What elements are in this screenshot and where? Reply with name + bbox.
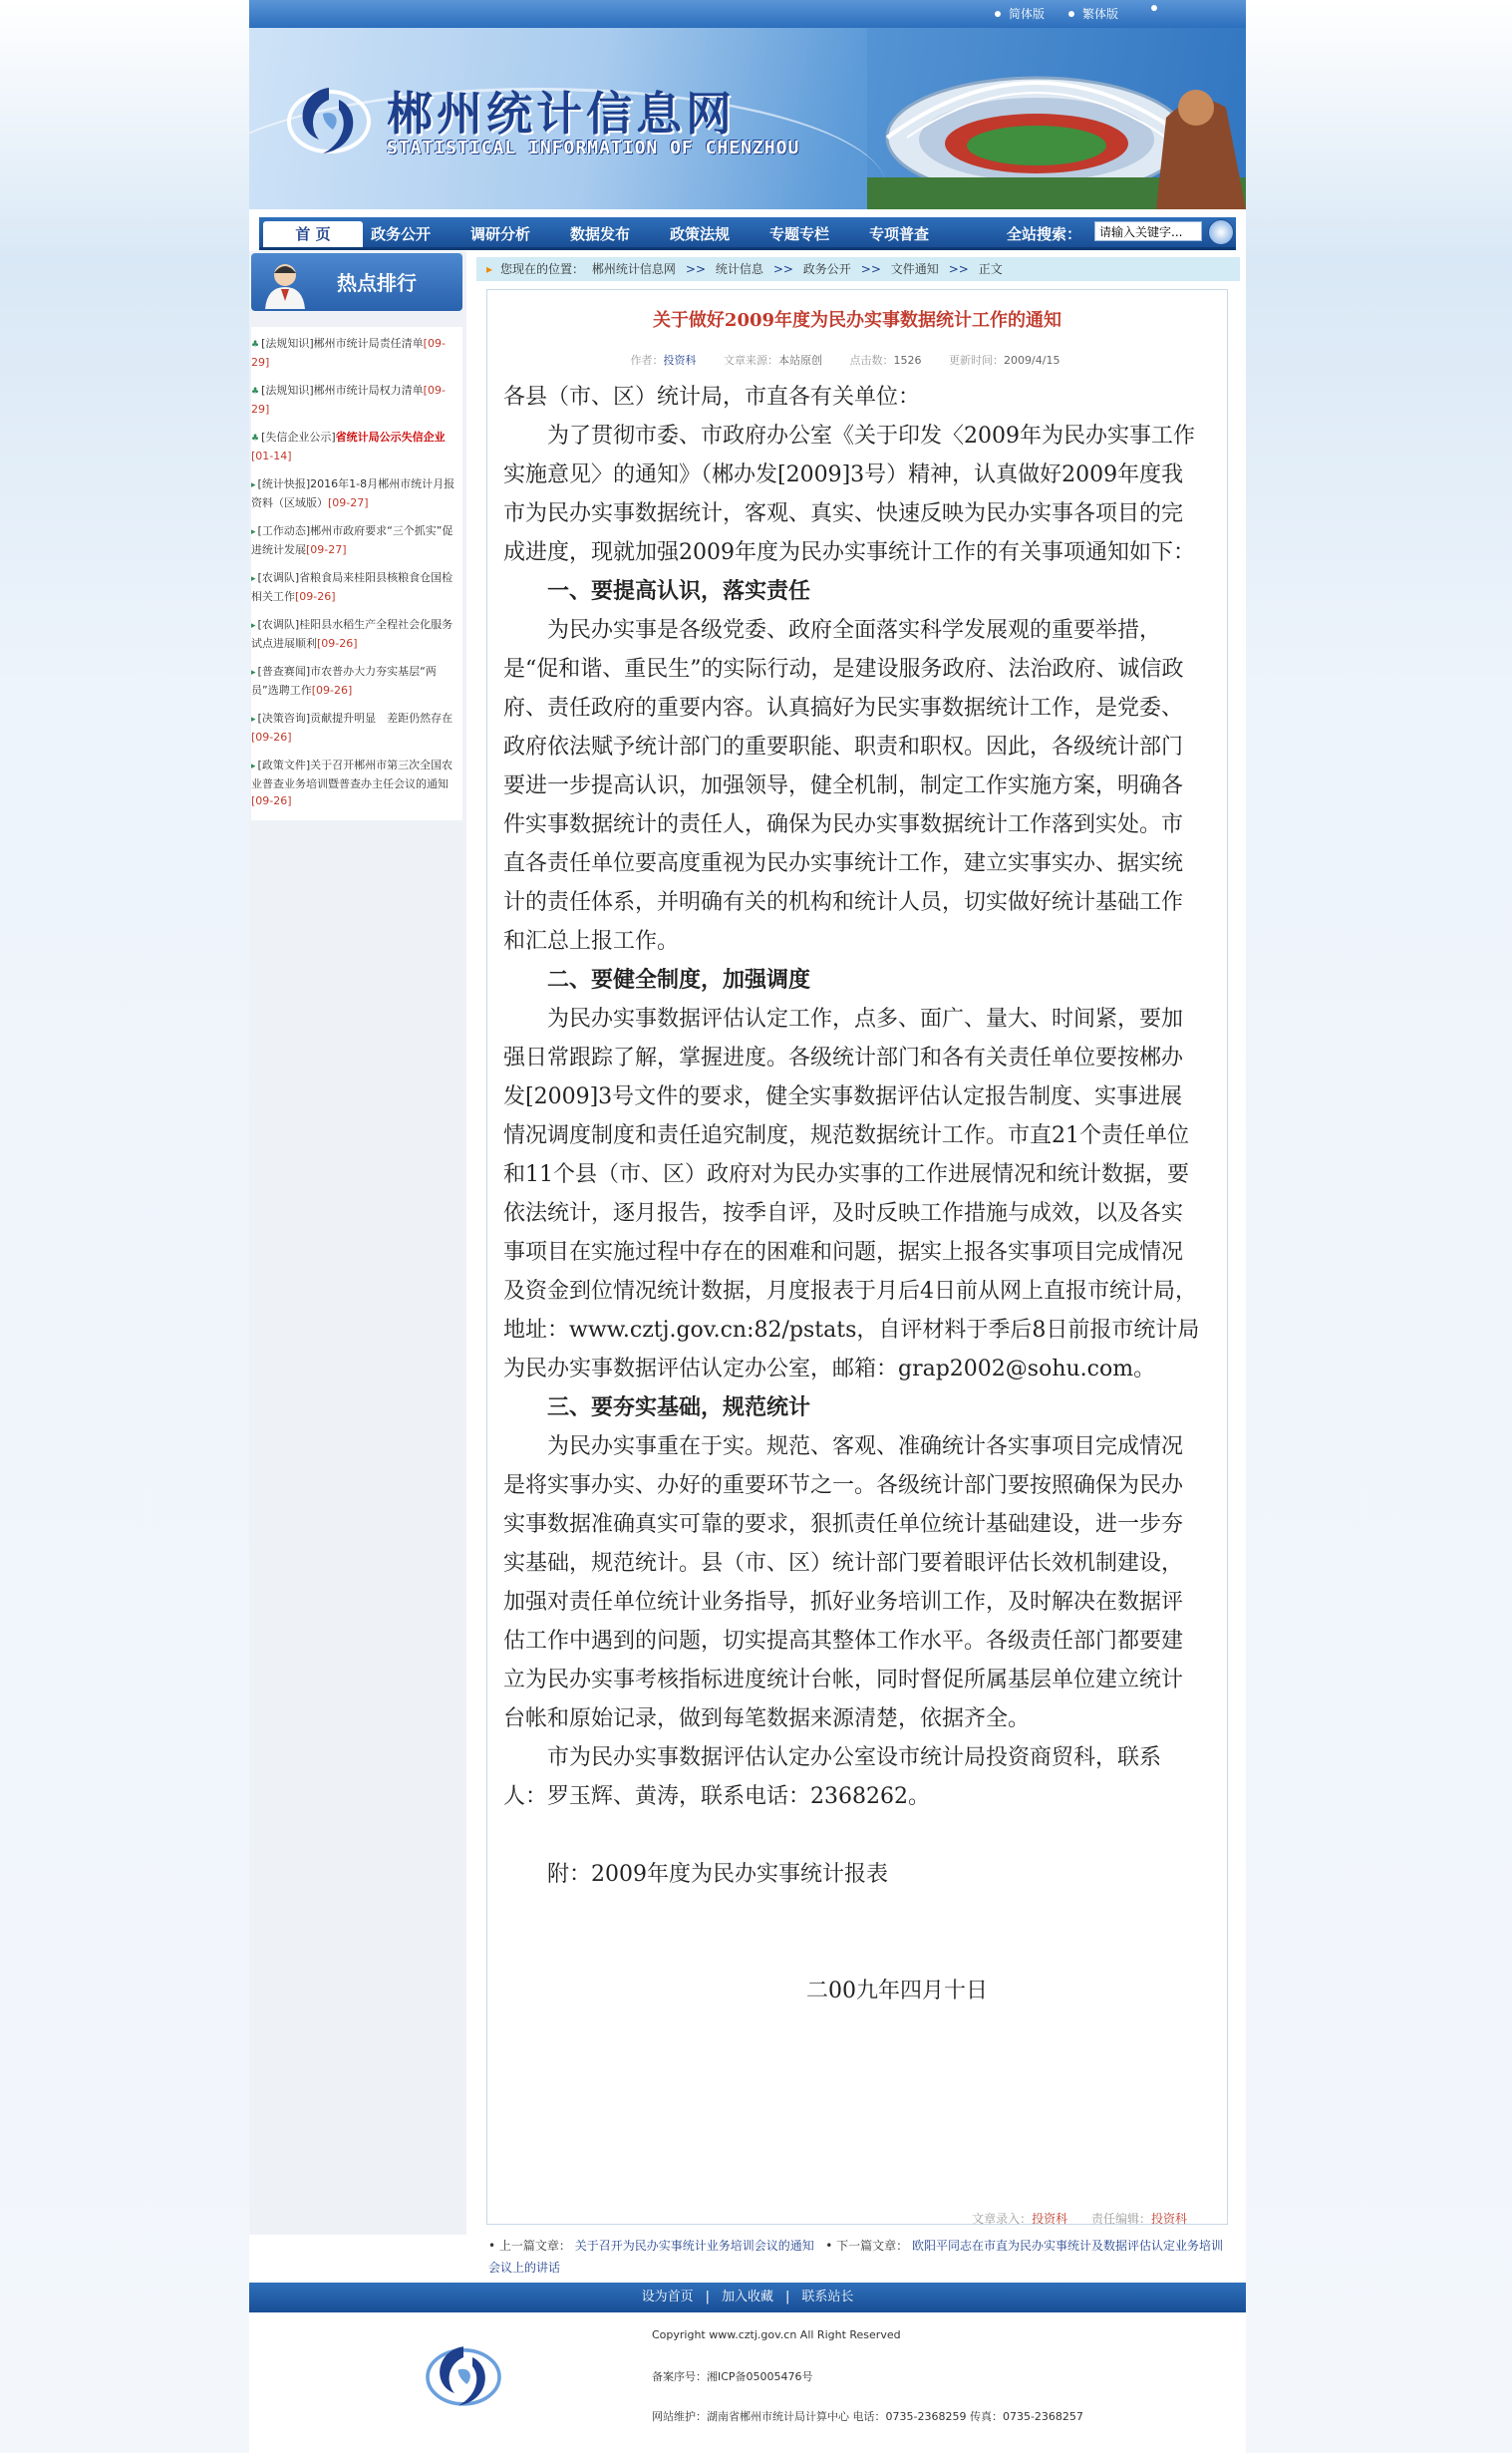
breadcrumb-separator: >> [948, 262, 969, 276]
bullet-icon [1068, 11, 1074, 17]
spacer [503, 1933, 1201, 1972]
main-nav [249, 209, 1246, 249]
hot-item[interactable] [251, 612, 462, 656]
contact-paragraph: 市为民办实事数据评估认定办公室设市统计局投资商贸科，联系人：罗玉辉、黄涛，联系电话：2368262。 [503, 1745, 1162, 1809]
arrow-icon: ▸ [251, 668, 256, 678]
hot-item[interactable] [251, 565, 462, 609]
leaf-icon: ♣ [251, 340, 260, 350]
hot-item[interactable] [251, 518, 462, 562]
meta-label: 文章来源： [724, 354, 779, 367]
entry-by[interactable]: 投资科 [1032, 2212, 1068, 2226]
hot-item[interactable] [251, 425, 462, 468]
hot-item[interactable] [251, 706, 462, 750]
arrow-icon: ▸ [251, 527, 256, 537]
footer-logo-icon [419, 2330, 508, 2420]
prev-label: 上一篇文章： [498, 2239, 571, 2253]
add-favorite-link[interactable]: 加入收藏 [721, 2290, 773, 2304]
hot-item-date: [09-29] [251, 384, 446, 416]
attachment-note[interactable]: 附：2009年度为民办实事统计报表 [547, 1862, 888, 1887]
intro-paragraph: 为了贯彻市委、市政府办公室《关于印发〈2009年为民办实事工作实施意见〉的通知》（郴办发[2009]3号）精神，认真做好2009年度我市为民办实事数据统计，客观、真实、快速反映为民办实事各项目的完成进度，现就加强2009年度为民办实事统计工作的有关事项通知如下： [503, 424, 1195, 565]
breadcrumb-separator: >> [772, 262, 793, 276]
update-time: 2009/4/15 [1004, 354, 1060, 367]
lang-simplified-link[interactable] [995, 5, 1045, 22]
article-body [503, 378, 1201, 2010]
arrow-icon: ▸ [251, 621, 256, 631]
breadcrumb-separator: >> [685, 262, 706, 276]
hot-item-date: [09-26] [311, 684, 353, 697]
hot-item[interactable] [251, 753, 462, 813]
search-label: 全站搜索： [1007, 225, 1082, 243]
article [486, 289, 1228, 2225]
hot-item-text[interactable]: [法规知识]郴州市统计局权力清单 [261, 384, 424, 397]
hot-item-text[interactable]: [失信企业公示] [261, 431, 336, 444]
leaf-icon: ♣ [251, 387, 260, 397]
click-count: 1526 [893, 354, 922, 367]
breadcrumb-prefix: 您现在的位置： [500, 262, 585, 276]
bullet-icon: • [825, 2239, 833, 2253]
site-footer [249, 2312, 1246, 2453]
breadcrumb-item[interactable]: 郴州统计信息网 [591, 262, 676, 276]
meta-label: 文章录入： [972, 2212, 1033, 2226]
icp-text: 备案序号：湘ICP备05005476号 [652, 2370, 813, 2383]
nav-item-research[interactable]: 调研分析 [470, 225, 531, 243]
next-article-link[interactable]: 欧阳平同志在市直为民办实事统计及数据评估认定业务培训会议上的讲话 [488, 2239, 1223, 2275]
hot-item-date: [01-14] [251, 450, 292, 462]
nav-item-census[interactable]: 专项普查 [869, 225, 930, 243]
nav-item-policy[interactable]: 政策法规 [670, 225, 731, 243]
prev-next-links [488, 2235, 1228, 2279]
top-bar [249, 0, 1246, 28]
hot-item-text[interactable]: [普查赛闻]市农普办大力夯实基层“两员”选聘工作 [251, 665, 437, 697]
hot-item-highlight[interactable]: 省统计局公示失信企业 [335, 431, 446, 444]
lang-traditional-link[interactable] [1068, 5, 1118, 22]
footer-links [249, 2283, 1246, 2312]
search-button[interactable] [1208, 219, 1234, 245]
nav-item-home[interactable]: 首 页 [263, 221, 363, 247]
hot-item[interactable] [251, 378, 462, 422]
arrow-icon: ▸ [251, 762, 256, 771]
copyright-text: Copyright www.cztj.gov.cn All Right Reserved [652, 2328, 901, 2341]
separator: | [785, 2290, 790, 2304]
site-title: 郴州统计信息网 [387, 87, 736, 141]
breadcrumb [476, 257, 1240, 281]
spacer [503, 1894, 1201, 1933]
site-banner [249, 28, 1246, 209]
breadcrumb-separator: >> [860, 262, 881, 276]
author-link[interactable]: 投资科 [663, 354, 697, 367]
breadcrumb-item[interactable]: 政务公开 [802, 262, 851, 276]
article-meta [487, 352, 1227, 368]
hot-item-date: [09-27] [306, 543, 347, 556]
editor-by[interactable]: 投资科 [1150, 2212, 1187, 2226]
hot-ranking-title: 热点排行 [337, 271, 417, 295]
search-input[interactable] [1094, 221, 1202, 241]
nav-item-data-release[interactable]: 数据发布 [570, 225, 631, 243]
section-heading: 一、要提高认识，落实责任 [547, 578, 811, 604]
person-icon [259, 257, 311, 309]
breadcrumb-item[interactable]: 文件通知 [890, 262, 939, 276]
hot-item[interactable] [251, 659, 462, 703]
prev-article-link[interactable]: 关于召开为民办实事统计业务培训会议的通知 [574, 2239, 814, 2253]
next-label: 下一篇文章： [836, 2239, 909, 2253]
contact-admin-link[interactable]: 联系站长 [801, 2290, 854, 2304]
stadium-image [867, 28, 1246, 209]
hot-item[interactable] [251, 331, 462, 375]
salutation: 各县（市、区）统计局，市直各有关单位： [503, 385, 921, 410]
hot-item-date: [09-29] [251, 337, 446, 369]
article-footer [972, 2210, 1207, 2227]
leaf-icon: ♣ [251, 434, 260, 444]
maintainer-text: 网站维护：湖南省郴州市统计局计算中心 电话：0735-2368259 传真：0735-2368257 [652, 2410, 1083, 2423]
article-title: 关于做好2009年度为民办实事数据统计工作的通知 [652, 310, 1062, 331]
hot-item-text[interactable]: [决策咨询]贡献提升明显 差距仍然存在 [257, 712, 454, 725]
hot-item-date: [09-26] [251, 731, 292, 744]
hot-item-text[interactable]: [统计快报]2016年1-8月郴州市统计月报资料（区域版） [251, 477, 455, 509]
hot-item[interactable] [251, 471, 462, 515]
hot-item-text[interactable]: [农调队]桂阳县水稻生产全程社会化服务试点进展顺利 [251, 618, 454, 650]
body-paragraph: 为民办实事重在于实。规范、客观、准确统计各实事项目完成情况是将实事办实、办好的重要环节之一。各级统计部门要按照确保为民办实事数据准确真实可靠的要求，狠抓责任单位统计基础建设，进一步夯实基础，规范统计。县（市、区）统计部门要着眼评估长效机制建设，加强对责任单位统计业务指导，抓好业务培训工作，及时解决在数据评估工作中遇到的问题，切实提高其整体工作水平。各级责任部门都要建立为民办实事考核指标进度统计台帐，同时督促所属基层单位建立统计台帐和原始记录，做到每笔数据来源清楚，依据齐全。 [503, 1434, 1184, 1731]
nav-item-special-topics[interactable]: 专题专栏 [769, 225, 830, 243]
site-logo-icon [279, 70, 379, 169]
meta-label: 点击数： [849, 354, 894, 367]
separator: | [705, 2290, 710, 2304]
section-heading: 三、要夯实基础，规范统计 [547, 1394, 811, 1420]
arrow-icon: ▸ [251, 715, 256, 725]
spacer [503, 1816, 1201, 1855]
site-subtitle: STATISTICAL INFORMATION OF CHENZHOU [387, 138, 800, 158]
hot-item-text[interactable]: [法规知识]郴州市统计局责任清单 [261, 337, 424, 350]
meta-label: 更新时间： [949, 354, 1005, 367]
hot-item-date: [09-26] [295, 590, 336, 603]
source-value: 本站原创 [778, 354, 823, 367]
meta-label: 责任编辑： [1090, 2212, 1151, 2226]
hot-item-text[interactable]: [农调队]省粮食局来桂阳县核粮食仓国检相关工作 [251, 571, 454, 603]
hot-list [251, 327, 462, 820]
page [249, 0, 1246, 2453]
bullet-icon [1151, 5, 1157, 11]
breadcrumb-item[interactable]: 统计信息 [715, 262, 763, 276]
arrow-icon: ▸ [251, 574, 256, 584]
lang-simplified-label[interactable]: 简体版 [1009, 7, 1046, 21]
breadcrumb-item: 正文 [978, 262, 1003, 276]
hot-item-date: [09-26] [317, 637, 358, 650]
body-paragraph: 为民办实事是各级党委、政府全面落实科学发展观的重要举措，是“促和谐、重民生”的实际行动，是建设服务政府、法治政府、诚信政府、责任政府的重要内容。认真搞好为民实事数据统计工作，是党委、政府依法赋予统计部门的重要职能、职责和职权。因此，各级统计部门要进一步提高认识，加强领导，健全机制，制定工作实施方案，明确各件实事数据统计的责任人，确保为民办实事数据统计工作落到实处。市直各责任单位要高度重视为民办实事统计工作，建立实事实办、据实统计的责任体系，并明确有关的机构和统计人员，切实做好统计基础工作和汇总上报工作。 [503, 618, 1184, 954]
nav-item-government[interactable]: 政务公开 [371, 225, 432, 243]
bullet-icon [995, 11, 1001, 17]
lang-traditional-label[interactable]: 繁体版 [1082, 7, 1119, 21]
arrow-icon: ▸ [251, 480, 256, 490]
section-heading: 二、要健全制度，加强调度 [547, 967, 811, 993]
hot-item-text[interactable]: [工作动态]郴州市政府要求“三个抓实”促进统计发展 [251, 524, 454, 556]
meta-label: 作者： [630, 354, 664, 367]
body-paragraph: 为民办实事数据评估认定工作，点多、面广、量大、时间紧，要加强日常跟踪了解，掌握进度。各级统计部门和各有关责任单位要按郴办发[2009]3号文件的要求，健全实事数据评估认定报告制度、实事进展情况调度制度和责任追究制度，规范数据统计工作。市直21个责任单位和11个县（市、区）政府对为民办实事的工作进展情况和统计数据，要依法统计，逐月报告，按季自评，及时反映工作措施与成效，以及各实事项目在实施过程中存在的困难和问题，据实上报各实事项目完成情况及资金到位情况统计数据，月度报表于月后4日前从网上直报市统计局，地址：www.cztj.gov.cn:82/pstats，自评材料于季后8日前报市统计局为民办实事数据评估认定办公室，邮箱：grap2002@sohu.com。 [503, 1007, 1200, 1381]
sidebar [249, 251, 466, 2235]
signature-date: 二00九年四月十日 [806, 1979, 988, 2003]
hot-item-date: [09-26] [251, 794, 292, 807]
hot-ranking-header [251, 253, 462, 311]
hot-item-date: [09-27] [328, 496, 369, 509]
lang-third-link[interactable] [1151, 5, 1165, 11]
set-homepage-link[interactable]: 设为首页 [641, 2290, 694, 2304]
hot-item-text[interactable]: [政策文件]关于召开郴州市第三次全国农业普查业务培训暨普查办主任会议的通知 [251, 759, 454, 790]
bullet-icon: • [488, 2239, 496, 2253]
arrow-icon: ▸ [486, 262, 493, 276]
